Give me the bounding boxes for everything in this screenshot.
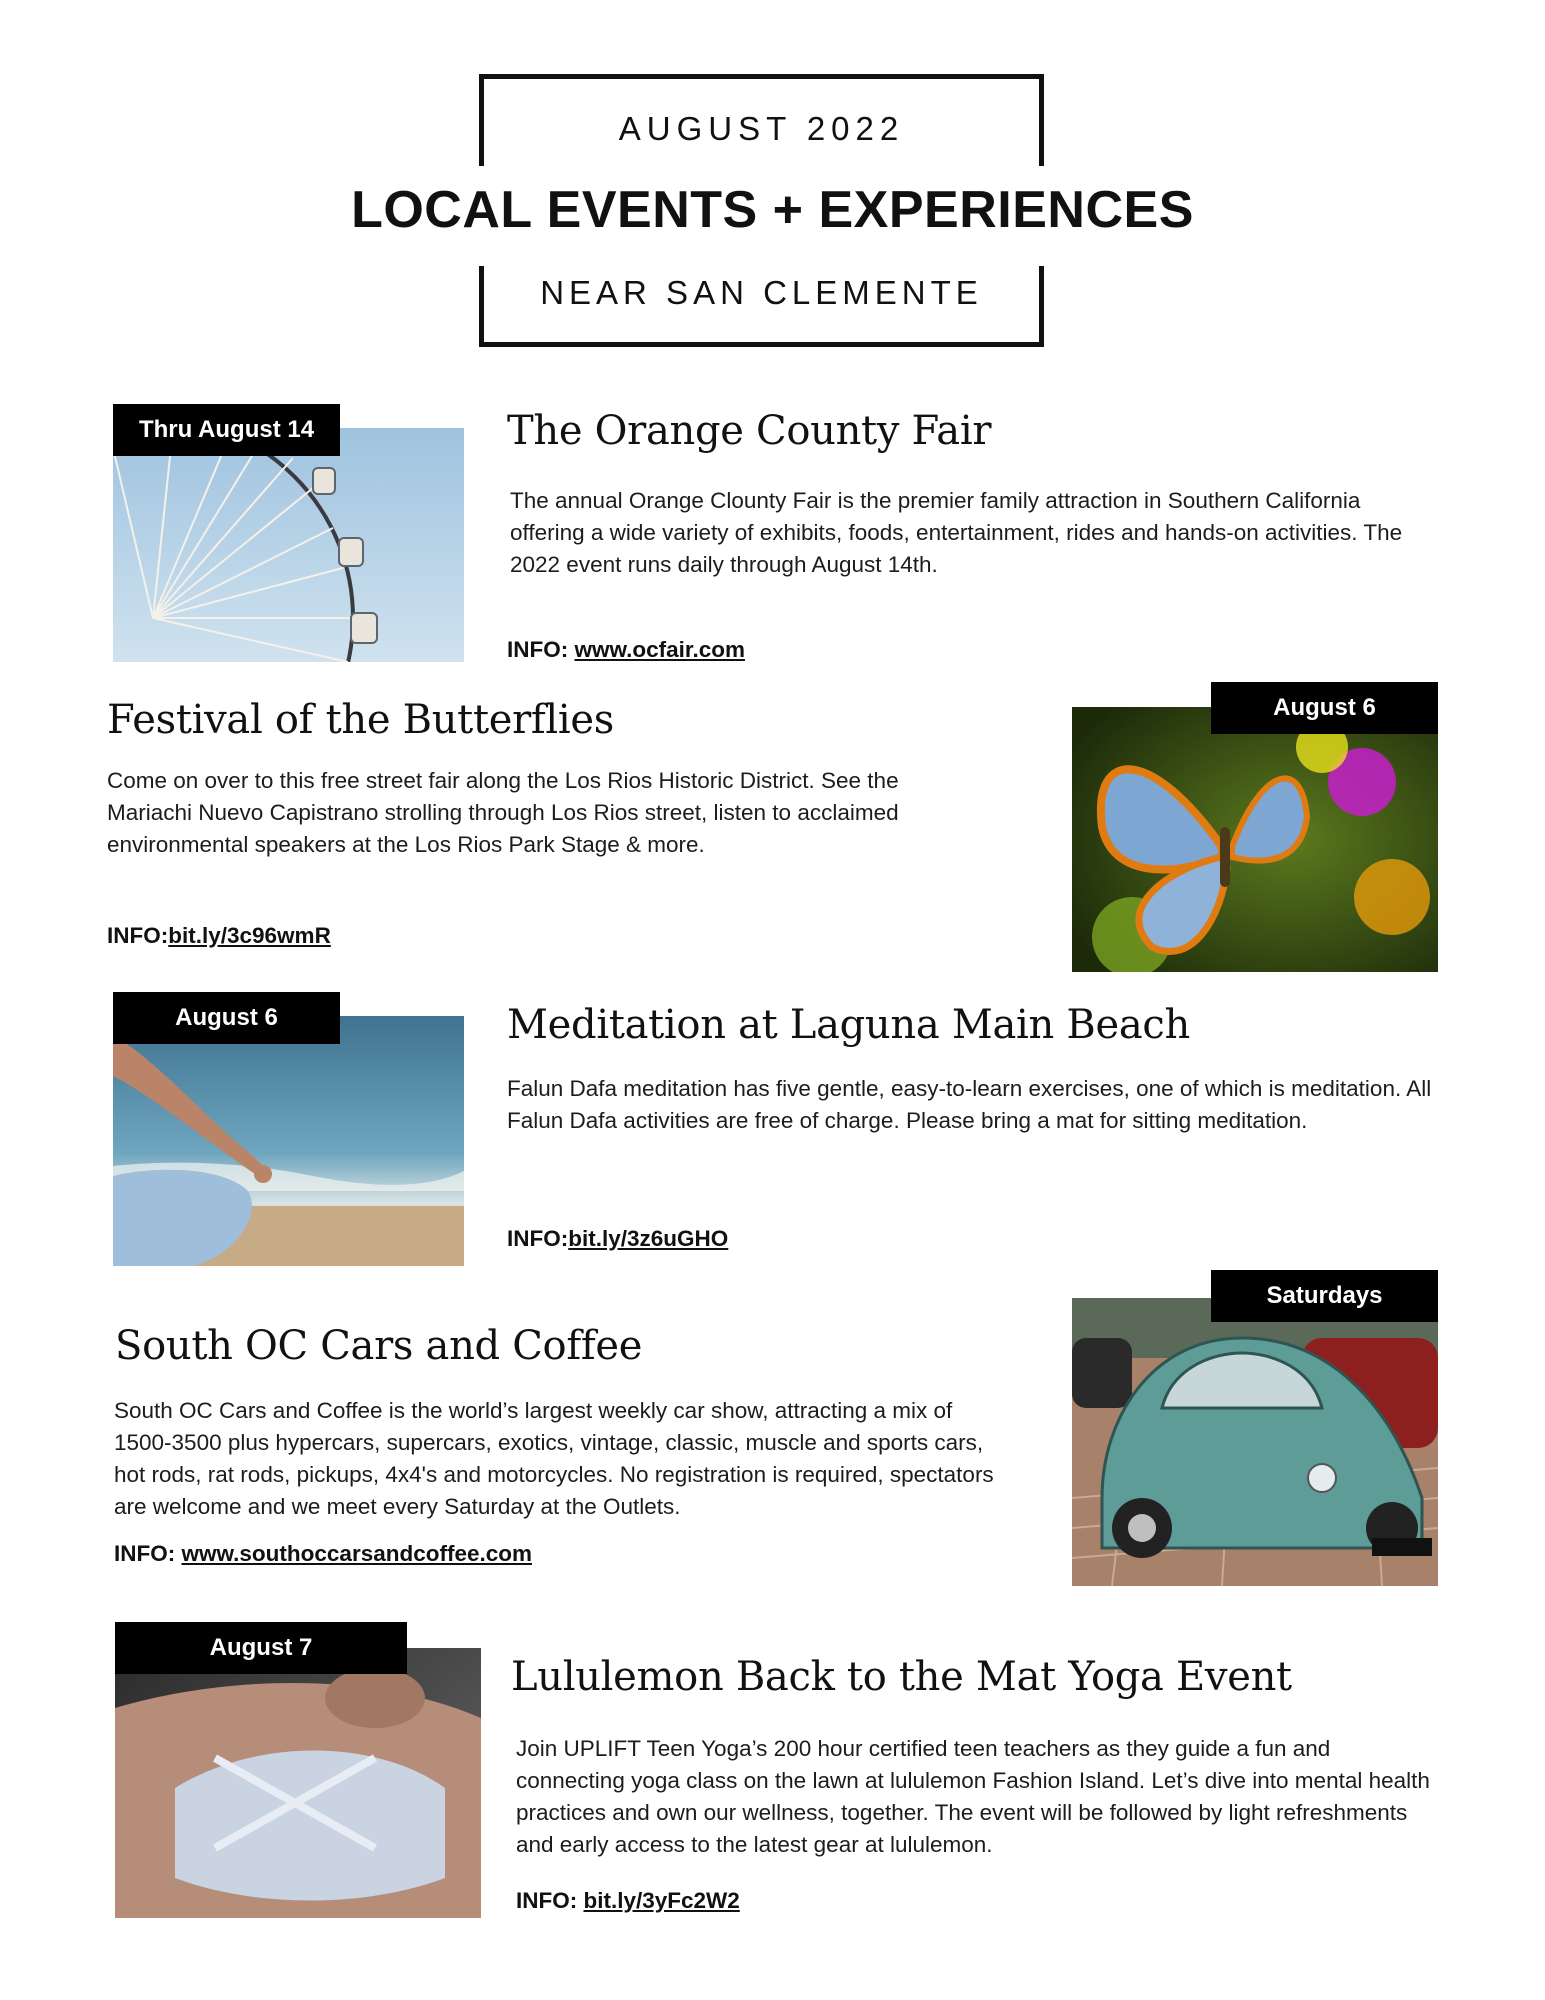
info-link[interactable]: www.southoccarsandcoffee.com [181,1541,532,1566]
event-info [107,923,331,949]
event-info [507,1226,728,1252]
event-description: Falun Dafa meditation has five gentle, easy-to-learn exercises, one of which is meditation. All Falun Dafa activities are free of charge. Please bring a mat for sitting meditation. [507,1076,1432,1133]
event-badge: Thru August 14 [113,404,340,456]
info-link[interactable]: bit.ly/3yFc2W2 [583,1888,740,1913]
beach-meditation-photo [113,1016,464,1266]
event-info [507,637,745,663]
event-title: Meditation at Laguna Main Beach [507,1002,1190,1048]
event-description: Join UPLIFT Teen Yoga’s 200 hour certified teen teachers as they guide a fun and connecting yoga class on the lawn at lululemon Fashion Island. Let’s dive into mental health practices and own our wellness, together. The event will be followed by light refreshments and early access to the latest gear at lululemon. [516,1736,1430,1857]
info-label: INFO: [516,1888,584,1913]
event-info [114,1541,532,1567]
info-label: INFO: [114,1541,182,1566]
vintage-car-photo [1072,1298,1438,1586]
event-description: South OC Cars and Coffee is the world’s largest weekly car show, attracting a mix of 1500-3500 plus hypercars, supercars, exotics, vintage, classic, muscle and sports cars, hot rods, rat rods, pickups, 4x4's and motorcycles. No registration is required, spectators are welcome and we meet every Saturday at the Outlets. [114,1398,994,1519]
butterfly-photo [1072,707,1438,972]
header-subtitle: NEAR SAN CLEMENTE [540,274,983,311]
header-month: AUGUST 2022 [618,110,905,147]
info-label: INFO: [507,1226,569,1251]
info-label: INFO: [107,923,169,948]
info-label: INFO: [507,637,575,662]
event-title: South OC Cars and Coffee [115,1323,643,1369]
info-link[interactable]: www.ocfair.com [574,637,745,662]
info-link[interactable]: bit.ly/3c96wmR [168,923,331,948]
event-badge: August 7 [115,1622,407,1674]
yoga-photo [115,1648,481,1918]
event-badge: August 6 [113,992,340,1044]
event-badge: Saturdays [1211,1270,1438,1322]
event-title: Festival of the Butterflies [107,697,614,743]
event-info [516,1888,740,1914]
event-description: Come on over to this free street fair along the Los Rios Historic District. See the Mariachi Nuevo Capistrano strolling through Los Rios street, listen to acclaimed environmental speakers at the Los Rios Park Stage & more. [107,768,899,857]
event-title: Lululemon Back to the Mat Yoga Event [511,1654,1292,1700]
info-link[interactable]: bit.ly/3z6uGHO [568,1226,729,1251]
event-title: The Orange County Fair [507,408,992,454]
event-badge: August 6 [1211,682,1438,734]
ferris-wheel-photo [113,428,464,662]
page-title: LOCAL EVENTS + EXPERIENCES [351,181,1194,239]
event-description: The annual Orange Clounty Fair is the premier family attraction in Southern California offering a wide variety of exhibits, foods, entertainment, rides and hands-on activities. The 2022 event runs daily through August 14th. [510,488,1403,577]
